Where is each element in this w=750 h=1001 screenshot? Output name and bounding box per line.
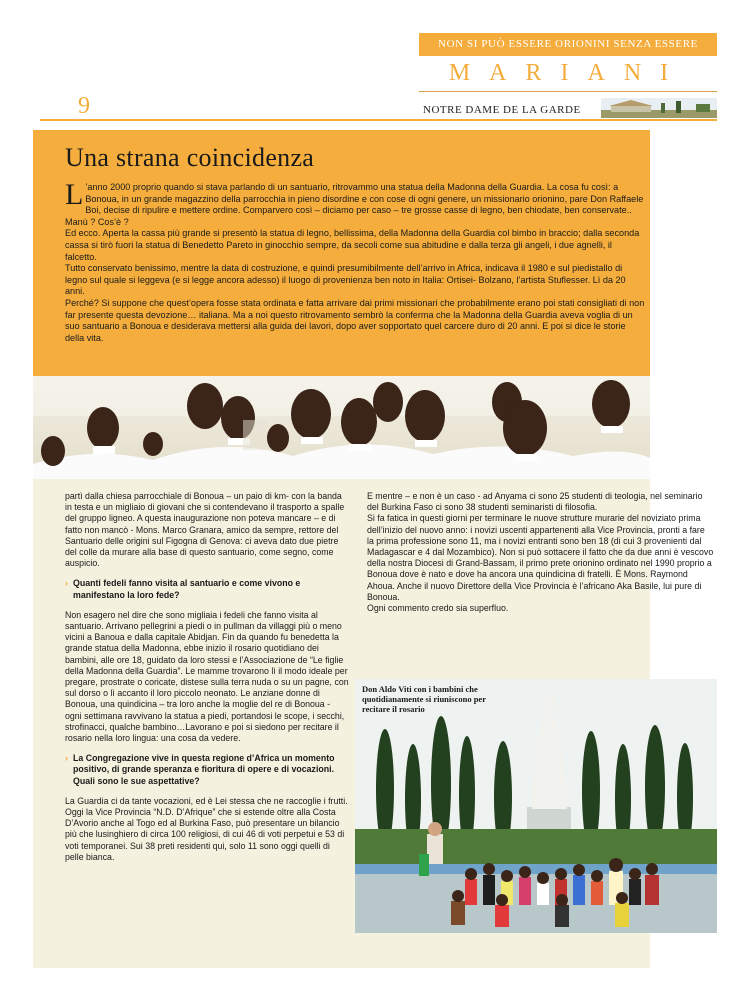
photo-caption: Don Aldo Viti con i bambini che quotidianamente si riuniscono per recitare il rosario — [362, 684, 486, 714]
question-text: La Congregazione vive in questa regione d’Africa un momento positivo, di grande speranza e fioritura di opere e di vocazioni. Quali sono le sue aspettative? — [73, 753, 335, 786]
intro-first-text: ’anno 2000 proprio quando si stava parlando di un santuario, ritrovammo una statua della Madonna della Guardia. La cosa fu così: a Bonoua, in un grande magazzino della parrocchia in pieno disordine e con cose di ogni genere, un missionario orionino, pare Don Raffaele Boi, decise di ripulire e mettere ordine. Comparvero così – diciamo per caso – tre grosse casse di legno, ben chiodate, ben conservate.. Manù ? Cos’è ? — [65, 182, 644, 227]
interview-question — [65, 578, 349, 600]
children-rosary-photo — [355, 679, 717, 933]
sanctuary-thumbnail — [601, 98, 717, 118]
drop-cap: L — [65, 178, 84, 211]
left-column — [65, 491, 349, 863]
interview-question — [65, 753, 349, 787]
header-mariani: MARIANI — [448, 60, 688, 86]
paragraph: partì dalla chiesa parrocchiale di Bonoua – un paio di km- con la banda in testa e un migliaio di giovani che si contendevano il trasporto a spalle del gruppo ligneo. A questa inaugurazione non poteva mancare – e di fatto non mancò - Mons. Marco Granara, amico da sempre, rettore del Santuario delle origini sul Figogna di Genova: ci aveva dato due pietre del colle da murare alla base di questo santuario, come segno, come auspicio. — [65, 491, 345, 569]
header-divider — [40, 119, 717, 121]
intro-paragraph: Perché? Si suppone che quest’opera fosse stata ordinata e fatta arrivare dai primi missionari che probabilmente erano poi stati consigliati di non far presente questa devozione… italiana. Ma a noi questo ritrovamento sembrò la conferma che la Madonna della Guardia aveva voglia di un suo santuario a Bonoua e desiderava mettersi alla guida dei lavori, dopo aver sopportato quel carcere duro di 20 anni. E poi si dice le storie della vita. — [65, 297, 645, 343]
page-number: 9 — [78, 93, 90, 119]
intro-text — [65, 178, 646, 344]
article-title: Una strana coincidenza — [65, 143, 315, 172]
intro-paragraph: Ed ecco. Aperta la cassa più grande si presentò la statua di legno, bellissima, della Madonna della Guardia col bimbo in braccio; dalla seconda cassa si tirò fuori la statua di Benedetto Pareto in ginocchio sempre, da secoli come sua abitudine e dalla terza gli angeli, i due agnelli, il falcetto. — [65, 228, 640, 262]
right-column — [367, 491, 714, 614]
paragraph: Ogni commento credo sia superfluo. — [367, 603, 509, 614]
paragraph: E mentre – e non è un caso - ad Anyama ci sono 25 studenti di teologia, nel seminario del Burkina Faso ci sono 38 studenti seminaristi di filosofia. — [367, 491, 703, 513]
paragraph: La Guardia ci da tante vocazioni, ed è Lei stessa che ne raccoglie i frutti. Oggi la Vice Provincia “N.D. D’Afrique” che si estende oltre alla Costa D’Avorio anche al Togo ed al Burkina Faso, può presentare un bilancio più che lusinghiero di circa 100 religiosi, di cui 46 di voti perpetui e 53 di voti temporanei. Sui 38 preti residenti qui, solo 11 sono oggi quelli di pelle bianca. — [65, 795, 348, 862]
section-title: NOTRE DAME DE LA GARDE — [423, 104, 581, 116]
seminarians-photo — [33, 376, 650, 479]
intro-paragraph: Tutto conservato benissimo, mentre la data di costruzione, e quindi presumibilmente dell’arrivo in Africa, indicava il 1980 e sul piedistallo di legno sul quale si leggeva (e si legge ancora adesso) il luogo di provenienza ben noto in Italia: Ortisei- Bolzano, l’artista Stuflesser. Lì da 20 anni. — [65, 263, 626, 297]
question-marker-icon: › — [65, 578, 68, 589]
question-marker-icon: › — [65, 753, 68, 764]
question-text: Quanti fedeli fanno visita al santuario e come vivono e manifestano la loro fede? — [73, 578, 301, 600]
header-rule — [419, 91, 717, 92]
paragraph: Non esagero nel dire che sono migliaia i fedeli che fanno visita al santuario. Arrivano pellegrini a piedi o in pullman da villaggi più o meno vicini a Banoua e dalla capitale Abidjan. Fin da quando fu benedetta la grande statua della Madonna, ebbe inizio il rosario quotidiano dei bambini, alle ore 18, guidato da loro stessi e l’Associazione de “Le figlie della Madonna della Guardia”. Le mamme trovarono lì il modo ideale per pregare, prostrate o coricate, distese sulla terra nuda o su un pagne, con sul dorso o lì accanto il loro piccolo neonato. Le anziane donne di Bonoua, una quindicina – tra loro anche la moglie del re di Bonoua - ogni settimana ravvivano la statua a piedi, portandosi le scope, i secchi, strofinacci, qualche bambino…Lavorano e poi si siedono per recitare il rosario nella loro lingua: una cosa da vedere. — [65, 609, 349, 744]
paragraph: Si fa fatica in questi giorni per terminare le nuove strutture murarie del noviziato prima dell’inizio del nuovo anno: i novizi uscenti appartenenti alla Vice Provincia, pronti a fare la prima professione sono 11, ma i novizi entranti sono ben 18 (di cui 3 provenienti dal Madagascar e 4 dal Mozambico). Non si può sottacere il fatto che da due anni è vescovo della nostra Diocesi di Grand-Bassam, il primo prete orionino ordinato nel 1990 proprio a Bonoua dove è nato e dove ha ancora una quindicina di fratelli. È Mons. Raymond Ahoua. Anche il nuovo Direttore della Vice Provincia è l’africano Aka Basile, lui pure di Bonoua. — [367, 513, 714, 602]
header-motto: NON SI PUÒ ESSERE ORIONINI SENZA ESSERE — [438, 38, 698, 50]
intro-paragraph — [65, 178, 646, 228]
